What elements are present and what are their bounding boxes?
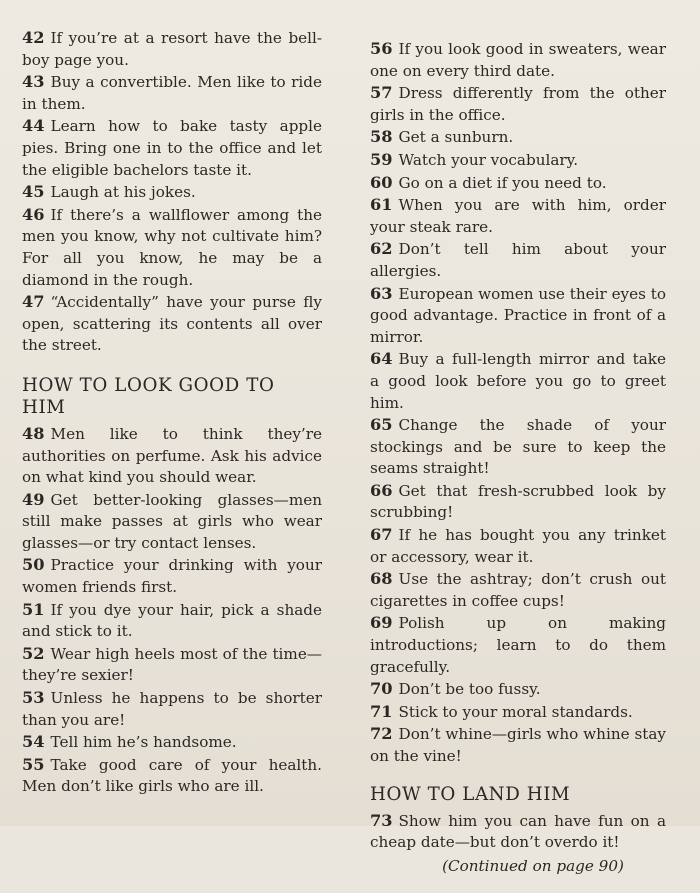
tip-text: Change the shade of your stockings and be sure to keep the seams straight! [370,416,666,478]
tip-text: European women use their eyes to good advantage. Practice in front of a mirror. [370,284,666,346]
tip-text: When you are with him, order your steak rare. [370,196,666,236]
tip-text: If he has bought you any trinket or accessory, wear it. [370,526,666,566]
tip-number: 64 [370,349,393,369]
tip-text: Show him you can have fun on a cheap date—but don’t overdo it! [370,811,666,852]
tip-number: 50 [22,555,45,575]
tip-70 [370,678,666,701]
tip-number: 73 [370,810,393,830]
tip-57 [370,82,666,126]
tip-60 [370,172,666,195]
tip-number: 47 [22,292,45,312]
tip-number: 49 [22,489,45,509]
tip-text: Get a sunburn. [398,128,514,147]
tip-number: 54 [22,732,45,752]
tip-45 [22,181,322,204]
tip-58 [370,126,666,149]
tip-number: 45 [22,182,45,202]
tip-61 [370,194,666,238]
tip-51 [22,599,322,643]
tip-text: Don’t be too fussy. [398,680,541,699]
tip-number: 53 [22,688,45,708]
tip-text: Practice your drinking with your women friends first. [22,556,322,597]
section-heading-land-him: HOW TO LAND HIM [370,783,571,805]
tip-text: Use the ashtray; don’t crush out cigarettes in coffee cups! [370,570,666,610]
tip-42 [22,27,322,71]
tip-65 [370,414,666,480]
tip-text: Get that fresh-scrubbed look by scrubbing! [370,481,666,522]
tip-73 [370,810,666,854]
tip-59 [370,149,666,172]
tip-number: 70 [370,679,393,699]
tip-number: 68 [370,569,393,589]
tip-number: 42 [22,28,45,47]
tip-67 [370,524,666,568]
tip-text: Get better-looking glasses—men still make passes at girls who wear glasses—or try contact lenses. [22,490,322,552]
tip-number: 44 [22,116,45,136]
tip-number: 51 [22,599,45,619]
tip-49 [22,489,322,555]
tip-64 [370,348,666,414]
tip-71 [370,701,666,724]
tip-text: If you look good in sweaters, wear one on every third date. [370,40,666,80]
tip-text: Dress differently from the other girls in the office. [370,84,666,124]
tip-number: 66 [370,480,393,500]
tip-63 [370,283,666,349]
tip-text: Tell him he’s handsome. [50,733,237,752]
tip-text: “Accidentally” have your purse fly open, scattering its contents all over the street. [22,293,322,355]
tip-text: Watch your vocabulary. [398,150,579,169]
tip-56 [370,38,666,82]
tip-number: 48 [22,423,45,443]
tip-number: 46 [22,204,45,224]
tip-number: 72 [370,724,393,744]
tip-text: If you dye your hair, pick a shade and stick to it. [22,600,322,641]
left-column [22,27,322,798]
tip-43 [22,71,322,115]
tip-47 [22,291,322,357]
continued-note: (Continued on page 90) [442,856,624,875]
tip-68 [370,568,666,612]
tip-number: 57 [370,83,393,103]
tip-text: Go on a diet if you need to. [398,173,607,192]
tip-69 [370,612,666,678]
tip-46 [22,204,322,291]
tip-number: 59 [370,149,393,169]
tip-number: 60 [370,172,393,192]
tip-number: 61 [370,195,393,215]
tip-text: Take good care of your health. Men don’t like girls who are ill. [22,755,322,796]
tip-number: 69 [370,613,393,633]
tip-number: 65 [370,415,393,435]
tip-50 [22,554,322,598]
tip-48 [22,423,322,489]
tip-54 [22,731,322,754]
tip-text: If you’re at a resort have the bell-boy page you. [22,29,322,69]
tip-number: 67 [370,525,393,545]
tip-text: Laugh at his jokes. [50,183,196,202]
tip-text: Don’t whine—girls who whine stay on the vine! [370,725,666,765]
tip-53 [22,687,322,731]
tip-62 [370,238,666,282]
tip-number: 62 [370,239,393,259]
section-heading-look-good: HOW TO LOOK GOOD TO HIM [22,374,275,418]
tip-number: 71 [370,701,393,721]
tip-text: Buy a convertible. Men like to ride in them. [22,73,322,113]
tip-list-right-a [370,38,666,768]
tip-number: 43 [22,72,45,92]
tip-text: Unless he happens to be shorter than you are! [22,689,322,729]
tip-list-left-a [22,27,322,357]
tip-72 [370,723,666,767]
tip-text: If there’s a wallflower among the men you know, why not cultivate him? For all you know, he may be a diamond in the rough. [22,205,322,289]
tip-number: 55 [22,754,45,774]
tip-text: Men like to think they’re authorities on perfume. Ask his advice on what kind you should wear. [22,424,322,487]
tip-text: Polish up on making introductions; learn to do them gracefully. [370,614,666,676]
tip-number: 63 [370,283,393,303]
tip-number: 58 [370,127,393,147]
tip-text: Wear high heels most of the time—they’re sexier! [22,644,322,685]
tip-55 [22,754,322,798]
tip-text: Buy a full-length mirror and take a good look before you go to greet him. [370,350,666,412]
tip-text: Don’t tell him about your allergies. [370,240,666,280]
tip-number: 52 [22,643,45,663]
tip-44 [22,115,322,181]
tip-text: Learn how to bake tasty apple pies. Bring one in to the office and let the eligible bachelors taste it. [22,117,322,179]
tip-66 [370,480,666,524]
tip-list-right-b [370,810,666,854]
tip-52 [22,643,322,687]
tip-list-left-b [22,423,322,798]
tip-number: 56 [370,39,393,58]
tip-text: Stick to your moral standards. [398,702,633,721]
right-column [370,38,666,893]
